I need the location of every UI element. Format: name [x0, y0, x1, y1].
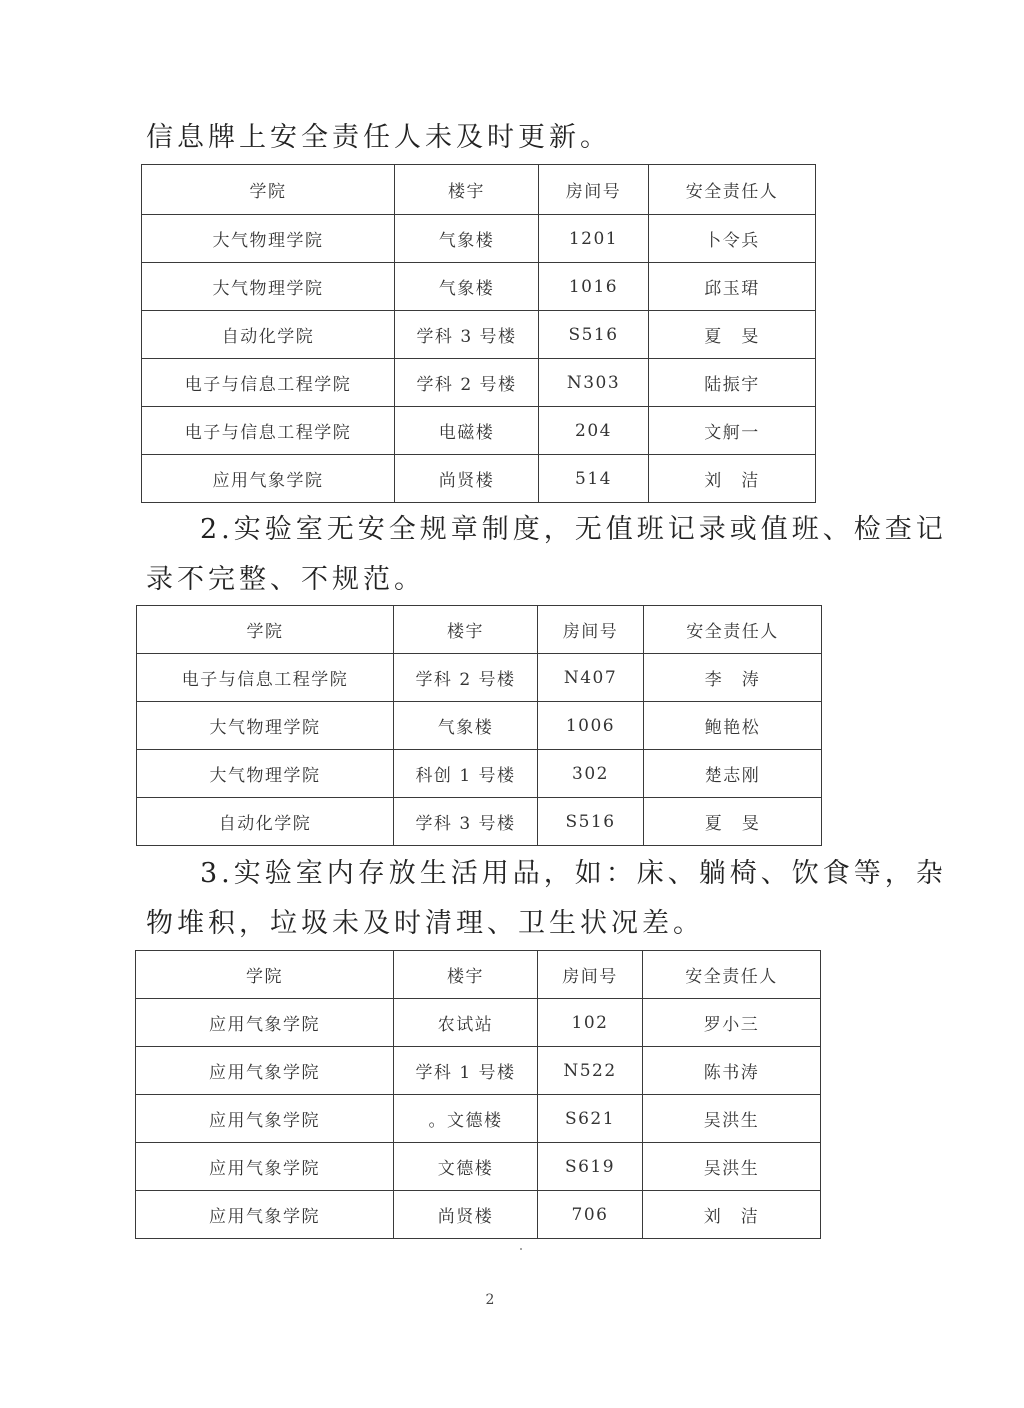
table-1: [141, 164, 816, 503]
cell-room: N407: [538, 654, 644, 702]
table-header-row: [137, 606, 822, 654]
cell-person: 吴洪生: [643, 1143, 821, 1191]
cell-building: 科创 1 号楼: [394, 750, 538, 798]
cell-room: 204: [539, 407, 649, 455]
cell-college: 电子与信息工程学院: [137, 654, 394, 702]
cell-building: 学科 2 号楼: [395, 359, 539, 407]
cell-room: 706: [538, 1191, 643, 1239]
cell-room: 1016: [539, 263, 649, 311]
table-2: [136, 605, 822, 846]
header-room: 房间号: [538, 951, 643, 999]
table-row: [136, 1095, 821, 1143]
header-room: 房间号: [538, 606, 644, 654]
cell-person: 夏 旻: [649, 311, 816, 359]
cell-person: 陈书涛: [643, 1047, 821, 1095]
table-row: [142, 455, 816, 503]
cell-person: 夏 旻: [644, 798, 822, 846]
cell-college: 大气物理学院: [137, 750, 394, 798]
cell-person: 李 涛: [644, 654, 822, 702]
header-college: 学院: [137, 606, 394, 654]
cell-building: 电磁楼: [395, 407, 539, 455]
cell-room: 302: [538, 750, 644, 798]
cell-college: 自动化学院: [142, 311, 395, 359]
cell-building: 学科 2 号楼: [394, 654, 538, 702]
cell-room: 102: [538, 999, 643, 1047]
cell-room: 1201: [539, 215, 649, 263]
table-row: [136, 1143, 821, 1191]
cell-building: 学科 3 号楼: [395, 311, 539, 359]
cell-person: 楚志刚: [644, 750, 822, 798]
cell-room: N303: [539, 359, 649, 407]
table-row: [137, 750, 822, 798]
cell-college: 应用气象学院: [136, 1047, 394, 1095]
cell-college: 大气物理学院: [142, 215, 395, 263]
cell-building: 农试站: [394, 999, 538, 1047]
paragraph-2-line-1: 2.实验室无安全规章制度，无值班记录或值班、检查记: [200, 514, 947, 545]
table-row: [137, 798, 822, 846]
table-row: [137, 654, 822, 702]
cell-room: 514: [539, 455, 649, 503]
cell-building: 。文德楼: [394, 1095, 538, 1143]
page-number: 2: [485, 1292, 495, 1308]
cell-building: 文德楼: [394, 1143, 538, 1191]
cell-building: 尚贤楼: [395, 455, 539, 503]
cell-room: S516: [538, 798, 644, 846]
header-college: 学院: [142, 165, 395, 215]
paragraph-3-line-1: 3.实验室内存放生活用品，如：床、躺椅、饮食等，杂: [200, 858, 947, 889]
cell-room: S621: [538, 1095, 643, 1143]
table-row: [136, 999, 821, 1047]
cell-college: 自动化学院: [137, 798, 394, 846]
table-row: [142, 263, 816, 311]
header-person: 安全责任人: [643, 951, 821, 999]
table-row: [136, 1047, 821, 1095]
cell-college: 应用气象学院: [136, 1143, 394, 1191]
cell-person: 刘 洁: [643, 1191, 821, 1239]
cell-person: 吴洪生: [643, 1095, 821, 1143]
paragraph-2-line-2: 录不完整、不规范。: [146, 564, 425, 595]
cell-person: 邱玉珺: [649, 263, 816, 311]
cell-room: N522: [538, 1047, 643, 1095]
cell-building: 尚贤楼: [394, 1191, 538, 1239]
table-3: [135, 950, 821, 1239]
cell-person: 鲍艳松: [644, 702, 822, 750]
paragraph-1-continuation: 信息牌上安全责任人未及时更新。: [146, 122, 611, 153]
cell-person: 陆振宇: [649, 359, 816, 407]
cell-person: 刘 洁: [649, 455, 816, 503]
cell-building: 气象楼: [394, 702, 538, 750]
table-row: [137, 702, 822, 750]
header-person: 安全责任人: [649, 165, 816, 215]
header-college: 学院: [136, 951, 394, 999]
cell-building: 学科 1 号楼: [394, 1047, 538, 1095]
table-row: [142, 407, 816, 455]
header-building: 楼宇: [394, 951, 538, 999]
cell-college: 应用气象学院: [142, 455, 395, 503]
cell-college: 应用气象学院: [136, 999, 394, 1047]
scan-speck: [520, 1248, 522, 1250]
cell-college: 大气物理学院: [142, 263, 395, 311]
table-header-row: [142, 165, 816, 215]
header-room: 房间号: [539, 165, 649, 215]
table-row: [142, 215, 816, 263]
cell-person: 文舸一: [649, 407, 816, 455]
cell-room: 1006: [538, 702, 644, 750]
cell-college: 电子与信息工程学院: [142, 407, 395, 455]
cell-building: 学科 3 号楼: [394, 798, 538, 846]
cell-person: 罗小三: [643, 999, 821, 1047]
cell-college: 大气物理学院: [137, 702, 394, 750]
cell-college: 应用气象学院: [136, 1095, 394, 1143]
cell-building: 气象楼: [395, 215, 539, 263]
table-header-row: [136, 951, 821, 999]
paragraph-3-line-2: 物堆积，垃圾未及时清理、卫生状况差。: [146, 908, 704, 939]
cell-person: 卜令兵: [649, 215, 816, 263]
cell-college: 应用气象学院: [136, 1191, 394, 1239]
table-row: [136, 1191, 821, 1239]
header-building: 楼宇: [394, 606, 538, 654]
table-row: [142, 311, 816, 359]
cell-room: S619: [538, 1143, 643, 1191]
header-person: 安全责任人: [644, 606, 822, 654]
table-row: [142, 359, 816, 407]
header-building: 楼宇: [395, 165, 539, 215]
cell-building: 气象楼: [395, 263, 539, 311]
cell-room: S516: [539, 311, 649, 359]
cell-college: 电子与信息工程学院: [142, 359, 395, 407]
